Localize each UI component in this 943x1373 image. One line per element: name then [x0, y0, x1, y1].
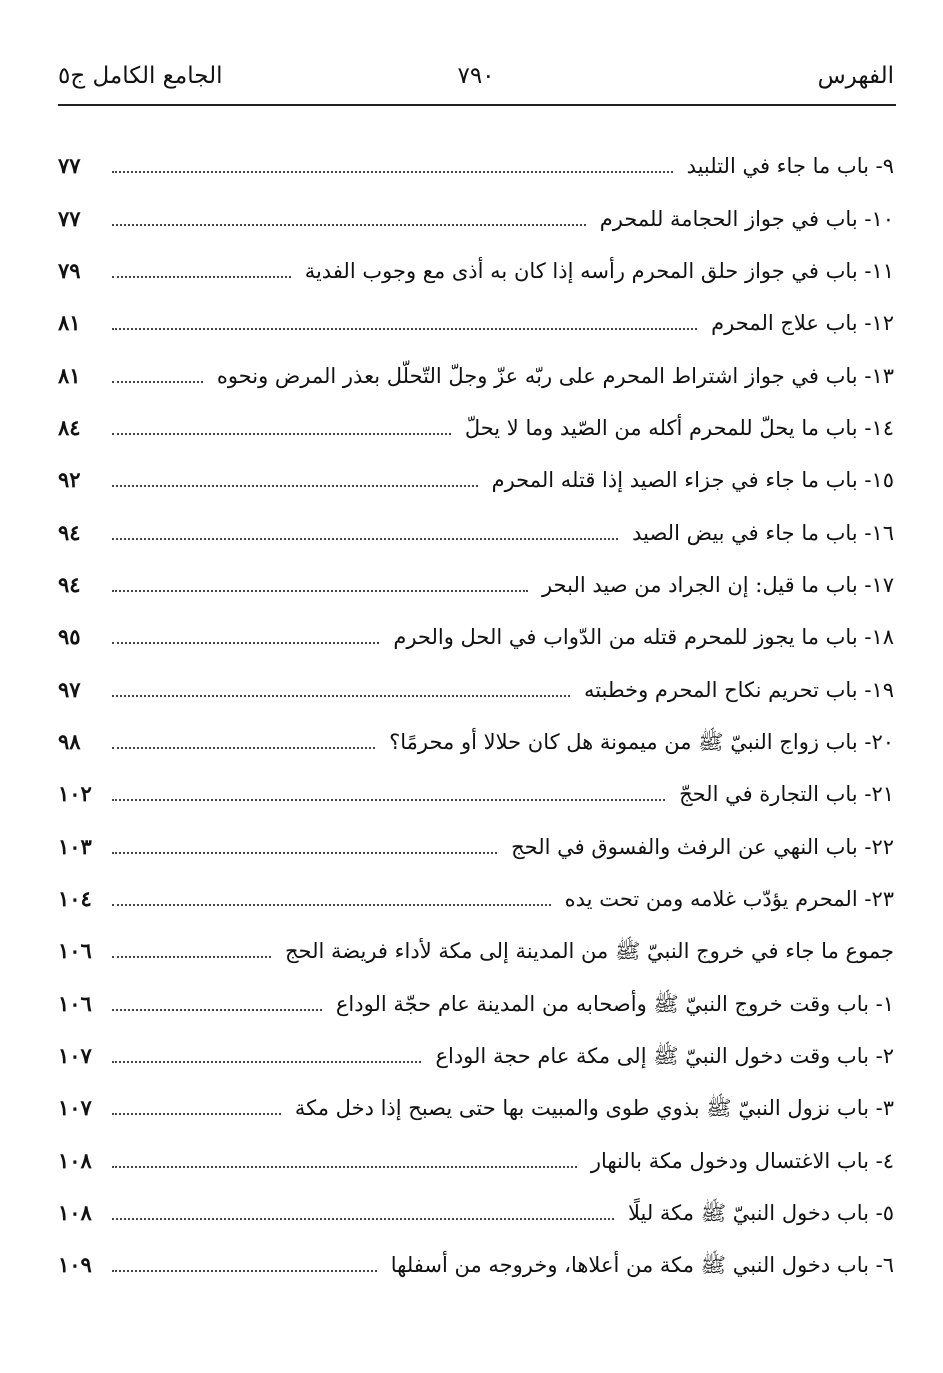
- toc-entry-title: ١٦- باب ما جاء في بيض الصيد: [632, 520, 894, 545]
- toc-entry-page: ٧٧: [58, 153, 81, 179]
- toc-entry-page: ١٠٦: [58, 990, 92, 1016]
- dot-leader: [112, 381, 203, 383]
- dot-leader: [112, 1218, 614, 1220]
- toc-entry-page: ٩٤: [58, 571, 81, 597]
- toc-entry-page: ١٠٢: [58, 781, 92, 807]
- toc-entry-page: ١٠٨: [58, 1200, 92, 1226]
- toc-entry-title: ١- باب وقت خروج النبيّ ﷺ وأصحابه من المدينة عام حجّة الوداع: [335, 991, 894, 1016]
- toc-entry[interactable]: [58, 454, 894, 506]
- dot-leader: [112, 224, 586, 226]
- toc-entry-title: ١٤- باب ما يحلّ للمحرم أكله من الصّيد وما لا يحلّ: [464, 415, 894, 440]
- dot-leader: [112, 1061, 421, 1063]
- toc-entry-title: ١٢- باب علاج المحرم: [711, 311, 894, 336]
- toc-entry-title: ٢٢- باب النهي عن الرفث والفسوق في الحج: [511, 834, 894, 859]
- toc-entry-title: ٤- باب الاغتسال ودخول مكة بالنهار: [590, 1148, 894, 1173]
- toc-entry[interactable]: [58, 820, 894, 872]
- toc-entry-page: ٨١: [58, 310, 81, 336]
- toc-entry[interactable]: [58, 716, 894, 768]
- toc-entry[interactable]: [58, 873, 894, 925]
- dot-leader: [112, 590, 528, 592]
- section-title: الفهرس: [817, 63, 894, 89]
- toc-entry-title: ١٥- باب ما جاء في جزاء الصيد إذا قتله المحرم: [491, 468, 894, 493]
- toc-entry[interactable]: [58, 506, 894, 558]
- toc-entry[interactable]: [58, 402, 894, 454]
- page-number: ٧٩٠: [457, 63, 495, 89]
- toc-entry-page: ٧٧: [58, 205, 81, 231]
- dot-leader: [112, 1009, 322, 1011]
- dot-leader: [112, 1166, 577, 1168]
- toc-entry-page: ٨١: [58, 362, 81, 388]
- toc-entry-title: ٥- باب دخول النبيّ ﷺ مكة ليلًا: [627, 1201, 894, 1226]
- toc-entry[interactable]: [58, 1082, 894, 1134]
- toc-entry-page: ١٠٦: [58, 938, 92, 964]
- toc-entry-page: ١٠٤: [58, 885, 92, 911]
- dot-leader: [112, 852, 497, 854]
- toc-entry-page: ٩٨: [58, 728, 81, 754]
- dot-leader: [112, 747, 375, 749]
- dot-leader: [112, 328, 697, 330]
- toc-entry[interactable]: [58, 559, 894, 611]
- dot-leader: [112, 1113, 281, 1115]
- toc-entry[interactable]: [58, 297, 894, 349]
- dot-leader: [112, 799, 665, 801]
- toc-entry[interactable]: [58, 611, 894, 663]
- toc-entry[interactable]: [58, 978, 894, 1030]
- toc-entry-title: ٢١- باب التجارة في الحجّ: [679, 782, 894, 807]
- toc-entry-page: ٧٩: [58, 257, 81, 283]
- toc-entry-title: ٣- باب نزول النبيّ ﷺ بذوي طوى والمبيت بها حتى يصبح إذا دخل مكة: [294, 1096, 894, 1121]
- dot-leader: [112, 956, 271, 958]
- toc-entry-title: ٢- باب وقت دخول النبيّ ﷺ إلى مكة عام حجة الوداع: [435, 1044, 894, 1069]
- dot-leader: [112, 642, 379, 644]
- toc-entry-page: ١٠٨: [58, 1147, 92, 1173]
- dot-leader: [112, 1270, 377, 1272]
- toc-entry[interactable]: [58, 245, 894, 297]
- toc-entry[interactable]: [58, 925, 894, 977]
- dot-leader: [112, 538, 618, 540]
- toc-entry[interactable]: [58, 1187, 894, 1239]
- toc-entry-page: ٩٧: [58, 676, 81, 702]
- toc-entry-page: ١٠٧: [58, 1043, 92, 1069]
- toc-entry[interactable]: [58, 1135, 894, 1187]
- toc-entry-title: ١٧- باب ما قيل: إن الجراد من صيد البحر: [541, 572, 894, 597]
- toc-entry-title: ٦- باب دخول النبي ﷺ مكة من أعلاها، وخروجه من أسفلها: [390, 1253, 894, 1278]
- toc-entry-page: ١٠٧: [58, 1095, 92, 1121]
- toc-entry-title: ١٠- باب في جواز الحجامة للمحرم: [599, 206, 894, 231]
- toc-entry-page: ٩٢: [58, 467, 81, 493]
- dot-leader: [112, 171, 673, 173]
- toc-entry-title: ٢٣- المحرم يؤدّب غلامه ومن تحت يده: [564, 886, 894, 911]
- toc-entry[interactable]: [58, 1030, 894, 1082]
- table-of-contents: [58, 140, 894, 1292]
- toc-entry[interactable]: [58, 349, 894, 401]
- toc-entry-title: ١٣- باب في جواز اشتراط المحرم على ربّه عزّ وجلّ التّحلّل بعذر المرض ونحوه: [216, 363, 894, 388]
- toc-entry-title: ١١- باب في جواز حلق المحرم رأسه إذا كان به أذى مع وجوب الفدية: [304, 258, 894, 283]
- header-divider: [58, 104, 896, 106]
- dot-leader: [112, 695, 570, 697]
- book-title: الجامع الكامل ج٥: [58, 63, 223, 89]
- dot-leader: [112, 904, 551, 906]
- toc-entry[interactable]: [58, 768, 894, 820]
- toc-entry[interactable]: [58, 192, 894, 244]
- toc-entry-page: ١٠٣: [58, 833, 92, 859]
- toc-entry[interactable]: [58, 140, 894, 192]
- toc-entry-title: ١٩- باب تحريم نكاح المحرم وخطبته: [583, 677, 894, 702]
- toc-entry-page: ٨٤: [58, 414, 81, 440]
- page-header: [58, 58, 894, 98]
- toc-entry-title: ٩- باب ما جاء في التلبيد: [686, 154, 894, 179]
- dot-leader: [112, 433, 451, 435]
- toc-entry-page: ١٠٩: [58, 1252, 92, 1278]
- toc-entry-page: ٩٥: [58, 624, 81, 650]
- toc-entry-title: ٢٠- باب زواج النبيّ ﷺ من ميمونة هل كان حلالا أو محرمًا؟: [389, 729, 894, 754]
- toc-entry-page: ٩٤: [58, 519, 81, 545]
- toc-entry[interactable]: [58, 1239, 894, 1291]
- dot-leader: [112, 276, 291, 278]
- dot-leader: [112, 485, 478, 487]
- toc-entry-title: جموع ما جاء في خروج النبيّ ﷺ من المدينة إلى مكة لأداء فريضة الحج: [285, 939, 894, 964]
- toc-entry[interactable]: [58, 663, 894, 715]
- toc-entry-title: ١٨- باب ما يجوز للمحرم قتله من الدّواب في الحل والحرم: [393, 625, 894, 650]
